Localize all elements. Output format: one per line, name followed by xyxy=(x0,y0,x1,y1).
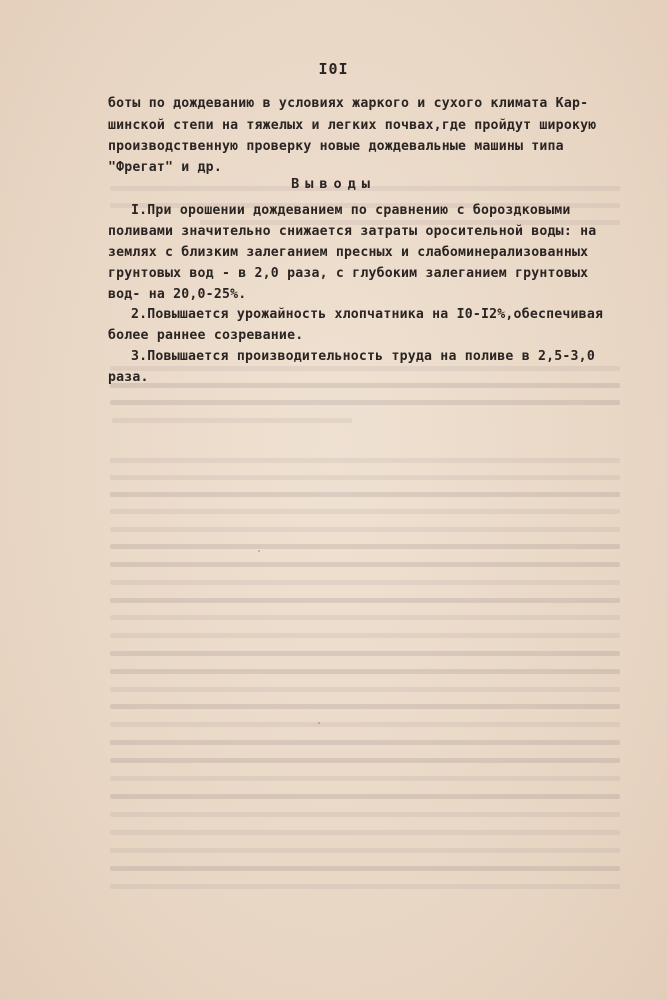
conclusion-line: раза. xyxy=(108,370,149,385)
intro-line: шинской степи на тяжелых и легких почвах,где пройдут широкую xyxy=(108,118,597,133)
conclusion-line: землях с близким залеганием пресных и слабоминерализованных xyxy=(108,245,589,260)
conclusion-line: поливами значительно снижается затраты оросительной воды: на xyxy=(108,224,597,239)
intro-line: производственную проверку новые дождевальные машины типа xyxy=(108,139,564,154)
conclusion-line: грунтовых вод - в 2,0 раза, с глубоким залеганием грунтовых xyxy=(108,266,589,281)
section-heading: Выводы xyxy=(291,176,376,192)
intro-line: боты по дождеванию в условиях жаркого и сухого климата Кар- xyxy=(108,96,589,111)
conclusion-line: более раннее созревание. xyxy=(108,328,304,343)
conclusion-line: вод- на 20,0-25%. xyxy=(108,287,247,302)
conclusion-line: I.При орошении дождеванием по сравнению с бороздковыми xyxy=(131,203,571,218)
conclusion-line: 2.Повышается урожайность хлопчатника на I0-I2%,обеспечивая xyxy=(131,307,604,322)
intro-line: "Фрегат" и др. xyxy=(108,160,222,175)
page-number: I0I xyxy=(318,60,349,78)
conclusion-line: 3.Повышается производительность труда на поливе в 2,5-3,0 xyxy=(131,349,595,364)
